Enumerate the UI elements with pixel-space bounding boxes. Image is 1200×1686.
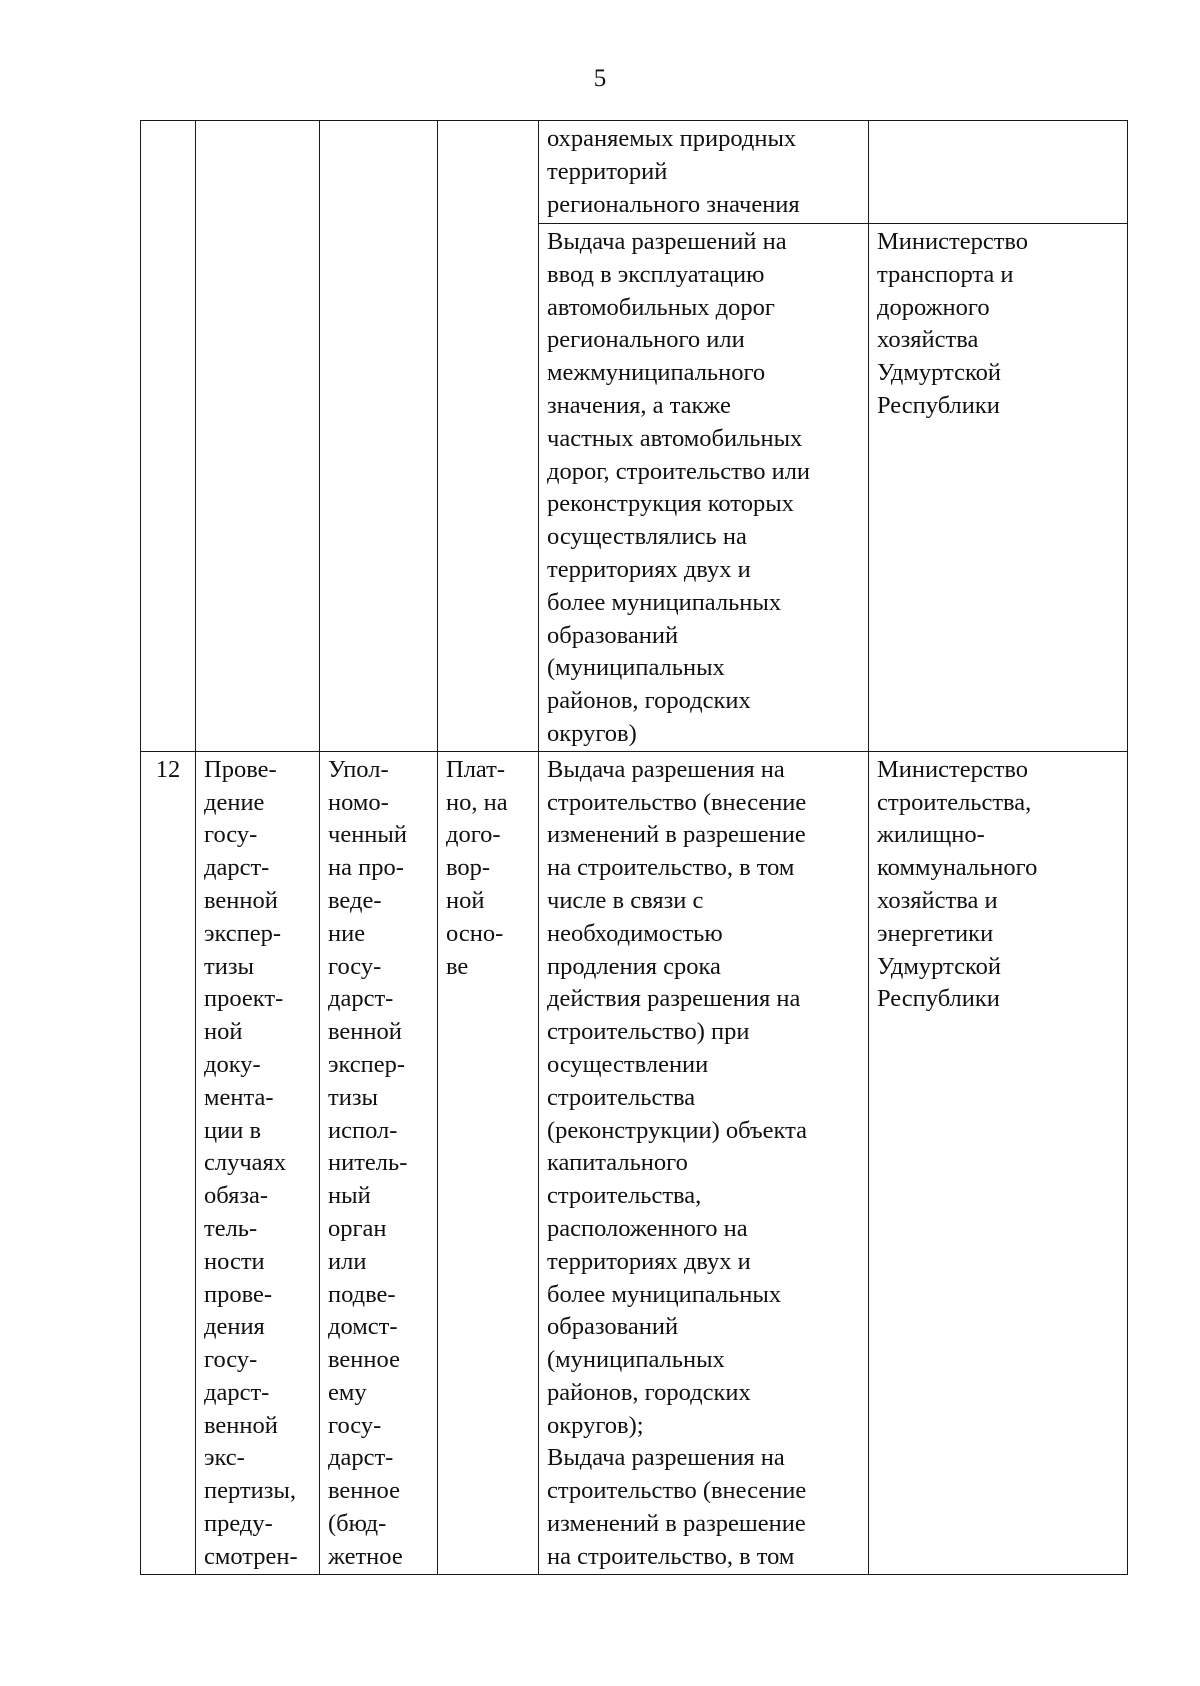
- table-cell-number: [141, 121, 196, 752]
- table-cell-provider: [320, 121, 438, 752]
- table-cell-service-text: Выдача разрешения на строительство (внесение изменений в разрешение на строительство, в том числе в связи с необходимостью продления срока действия разрешения на строительство) при осуществлении строительства (реконструкции) объекта капитального строительства, расположенного на территориях двух и более муниципальных образований (муниципальных районов, городских округов); Выдача разрешения на строительство (внесение изменений в разрешение на строительство, в том: [539, 751, 869, 1574]
- table-cell-service-text: охраняемых природных территорий регионального значения: [539, 121, 869, 224]
- services-table: [140, 120, 1128, 1575]
- table-cell-service-name: Прове- дение госу- дарст- венной экспер- тизы проект- ной доку- мента- ции в случаях обяза- тель- ности прове- дения госу- дарст- венной экс- пертизы, преду- смотрен-: [196, 751, 320, 1574]
- table-row: [141, 121, 1128, 224]
- table-row: [141, 751, 1128, 1574]
- table-cell-authority: Министерство транспорта и дорожного хозяйства Удмуртской Республики: [869, 224, 1128, 752]
- table-cell-service-name: [196, 121, 320, 752]
- table-cell-authority: [869, 121, 1128, 224]
- table-cell-service-text: Выдача разрешений на ввод в эксплуатацию автомобильных дорог регионального или межмуниципального значения, а также частных автомобильных дорог, строительство или реконструкция которых осуществлялись на территориях двух и более муниципальных образований (муниципальных районов, городских округов): [539, 224, 869, 752]
- page-number: 5: [593, 65, 607, 92]
- table-cell-number: 12: [141, 751, 196, 1574]
- table-cell-payment: Плат- но, на дого- вор- ной осно- ве: [438, 751, 539, 1574]
- table-cell-provider: Упол- номо- ченный на про- веде- ние госу- дарст- венной экспер- тизы испол- нитель- ный орган или подве- домст- венное ему госу- дарст- венное (бюд- жетное: [320, 751, 438, 1574]
- table-cell-authority: Министерство строительства, жилищно- коммунального хозяйства и энергетики Удмуртской Республики: [869, 751, 1128, 1574]
- table-cell-payment: [438, 121, 539, 752]
